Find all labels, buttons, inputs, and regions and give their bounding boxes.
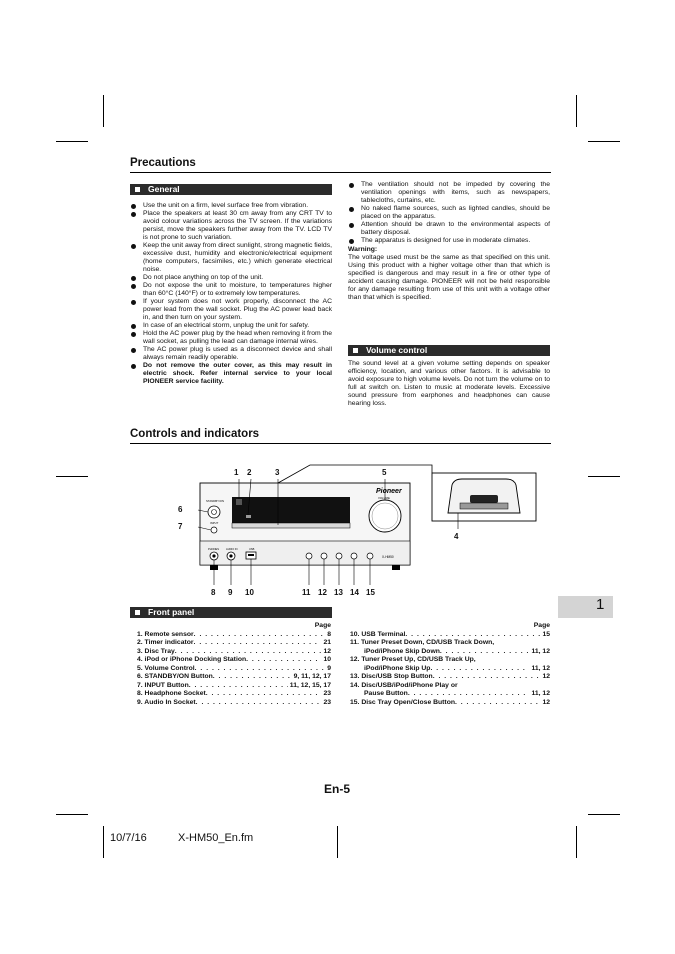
warning-heading: Warning:: [348, 246, 378, 253]
display-window: [232, 497, 350, 523]
general-list-right: [348, 181, 550, 302]
phones-label: PHONES: [208, 548, 219, 551]
audio-in-socket-hole: [229, 554, 232, 557]
bullet-icon: [349, 223, 354, 228]
list-item: The AC power plug is used as a disconnect device and shall always remain readily operable.: [130, 346, 332, 362]
square-bullet-icon: [135, 610, 140, 615]
open-close-button-icon: [367, 553, 373, 559]
callout-number: 3: [275, 468, 280, 477]
general-heading-bar: [130, 184, 332, 195]
list-item: 10. USB Terminal . . . 15: [350, 631, 550, 640]
list-item: 12. Tuner Preset Up, CD/USB Track Up,: [350, 656, 476, 663]
crop-mark: [588, 476, 620, 477]
list-item: Do not place anything on top of the unit.: [130, 274, 332, 282]
crop-mark: [588, 141, 620, 142]
list-item: 9. Audio In Socket . . . 23: [137, 699, 331, 708]
callout-number: 15: [366, 588, 375, 597]
list-item-continuation: iPod/iPhone Skip Up . . . 11, 12: [350, 665, 550, 674]
bullet-icon: [131, 300, 136, 305]
callout-number: 13: [334, 588, 343, 597]
list-item: 7. INPUT Button . . . 11, 12, 15, 17: [137, 682, 331, 691]
callout-number: 7: [178, 522, 183, 531]
bullet-icon: [131, 348, 136, 353]
input-label: INPUT: [210, 521, 219, 525]
list-item: The apparatus is designed for use in moderate climates.: [348, 237, 550, 245]
precautions-rule: [130, 172, 551, 173]
controls-rule: [130, 443, 551, 444]
front-panel-list-left: [137, 622, 331, 707]
list-item: 13. Disc/USB Stop Button . . . 12: [350, 673, 550, 682]
headphone-socket-hole: [212, 554, 215, 557]
list-item: Hold the AC power plug by the head when removing it from the wall socket, as pulling the lead can damage internal wires.: [130, 330, 332, 346]
callout-number: 6: [178, 505, 183, 514]
callout-number: 14: [350, 588, 359, 597]
stop-button-icon: [336, 553, 342, 559]
list-item: 6. STANDBY/ON Button . . . 9, 11, 12, 17: [137, 673, 331, 682]
front-panel-diagram: [170, 455, 540, 605]
list-item: 4. iPod or iPhone Docking Station . . . 10: [137, 656, 331, 665]
list-item: 3. Disc Tray . . . 12: [137, 648, 331, 657]
front-panel-heading-bar: [130, 607, 332, 618]
front-panel-heading: Front panel: [148, 607, 195, 617]
dock-connector: [470, 495, 498, 503]
list-item: 11. Tuner Preset Down, CD/USB Track Down,: [350, 639, 495, 646]
callout-number: 5: [382, 468, 387, 477]
standby-label: STANDBY/ON: [206, 499, 224, 503]
bullet-icon: [131, 276, 136, 281]
bullet-icon: [131, 212, 136, 217]
list-item: 2. Timer indicator . . . 21: [137, 639, 331, 648]
callout-number: 2: [247, 468, 252, 477]
bullet-icon: [131, 332, 136, 337]
list-item-continuation: Pause Button . . . 11, 12: [350, 690, 550, 699]
square-bullet-icon: [353, 348, 358, 353]
crop-mark: [56, 141, 88, 142]
list-item: 15. Disc Tray Open/Close Button . . . 12: [350, 699, 550, 708]
front-panel-list-right: [350, 622, 550, 707]
square-bullet-icon: [135, 187, 140, 192]
volume-control-text: The sound level at a given volume setting depends on speaker efficiency, location, and various other factors. It is advisable to avoid exposure to high volume levels. Do not turn the volume on to full at switch on. Listen to music at moderate levels. Excessive sound pressure from earphones and headphones can cause hearing loss.: [348, 360, 550, 407]
brand-logo: Pioneer: [376, 488, 402, 495]
disc-tray: [232, 523, 350, 528]
volume-control-heading: Volume control: [366, 345, 428, 355]
bullet-icon: [131, 284, 136, 289]
list-item: Use the unit on a firm, level surface free from vibration.: [130, 202, 332, 210]
timer-indicator: [246, 515, 251, 518]
list-item: 1. Remote sensor . . . 8: [137, 631, 331, 640]
list-item: Attention should be drawn to the environmental aspects of battery disposal.: [348, 221, 550, 237]
callout-number: 4: [454, 532, 459, 541]
list-item: 5. Volume Control . . . 9: [137, 665, 331, 674]
dock-base: [460, 503, 508, 509]
crop-mark: [103, 826, 104, 858]
unit-foot-right: [392, 565, 400, 570]
bullet-icon: [349, 239, 354, 244]
crop-mark: [56, 814, 88, 815]
warning-text: The voltage used must be the same as that specified on this unit. Using this product with a higher voltage other than that which is specified is dangerous and may result in a fire or other type of accident causing damage. PIONEER will not be held responsible for any damage resulting from use of this unit with a voltage other than that which is specified.: [348, 254, 550, 301]
callout-number: 1: [234, 468, 239, 477]
page-number: En-5: [324, 782, 351, 796]
chapter-tab: [558, 596, 613, 618]
bullet-icon: [131, 324, 136, 329]
list-item: In case of an electrical storm, unplug the unit for safety.: [130, 322, 332, 330]
usb-label: USB: [249, 548, 255, 551]
bullet-icon: [131, 364, 136, 369]
skip-up-button-icon: [321, 553, 327, 559]
list-item: If your system does not work properly, disconnect the AC power lead from the wall socket. Plug the AC power lead back in, and then turn on your system.: [130, 298, 332, 322]
list-item: Do not remove the outer cover, as this may result in electric shock. Refer internal service to your local PIONEER service facility.: [130, 362, 332, 386]
volume-knob: [369, 500, 401, 532]
general-heading: General: [148, 184, 180, 194]
controls-title: Controls and indicators: [130, 428, 260, 440]
bullet-icon: [131, 204, 136, 209]
audio-in-label: AUDIO IN: [226, 548, 238, 551]
remote-sensor: [236, 499, 242, 505]
crop-mark: [56, 476, 88, 477]
callout-number: 9: [228, 588, 233, 597]
usb-terminal-slot: [248, 554, 254, 556]
standby-button-icon: [208, 506, 220, 518]
model-label: X-HM50: [382, 555, 394, 559]
crop-mark: [337, 826, 338, 858]
footer-filename: X-HM50_En.fm: [178, 832, 254, 844]
list-item: Do not expose the unit to moisture, to temperatures higher than 60°C (140°F) or to extremely low temperatures.: [130, 282, 332, 298]
crop-mark: [576, 95, 577, 127]
page-column-header: Page: [314, 622, 331, 629]
footer-date: 10/7/16: [110, 832, 147, 844]
dock-leader-line: [278, 465, 432, 483]
list-item: No naked flame sources, such as lighted candles, should be placed on the apparatus.: [348, 205, 550, 221]
crop-mark: [576, 826, 577, 858]
bullet-icon: [349, 207, 354, 212]
bullet-icon: [131, 244, 136, 249]
callout-number: 10: [245, 588, 254, 597]
general-list-left: [130, 202, 332, 386]
skip-down-button-icon: [306, 553, 312, 559]
list-item: The ventilation should not be impeded by covering the ventilation openings with items, such as newspapers, tablecloths, curtains, etc.: [348, 181, 550, 205]
bullet-icon: [349, 183, 354, 188]
list-item: Place the speakers at least 30 cm away from any CRT TV to avoid colour variations across the TV screen. If the variations persist, move the speakers further away from the TV. LCD TV is not prone to such variation.: [130, 210, 332, 242]
volume-label: VOLUME: [378, 496, 390, 500]
callout-number: 11: [302, 588, 311, 597]
crop-mark: [103, 95, 104, 127]
list-item: 8. Headphone Socket . . . 23: [137, 690, 331, 699]
list-item-continuation: iPod/iPhone Skip Down . . . 11, 12: [350, 648, 550, 657]
play-pause-button-icon: [351, 553, 357, 559]
page-column-header: Page: [533, 622, 550, 629]
chapter-tab-number: 1: [596, 596, 605, 613]
crop-mark: [588, 814, 620, 815]
list-item: Keep the unit away from direct sunlight, strong magnetic fields, excessive dust, humidity and electronic/electrical equipment (home computers, facsimiles, etc.) which generate electrical noise.: [130, 242, 332, 274]
input-button-icon: [211, 527, 217, 533]
list-item: 14. Disc/USB/iPod/iPhone Play or: [350, 681, 458, 689]
callout-number: 12: [318, 588, 327, 597]
precautions-title: Precautions: [130, 157, 196, 169]
callout-number: 8: [211, 588, 216, 597]
volume-control-heading-bar: [348, 345, 550, 356]
